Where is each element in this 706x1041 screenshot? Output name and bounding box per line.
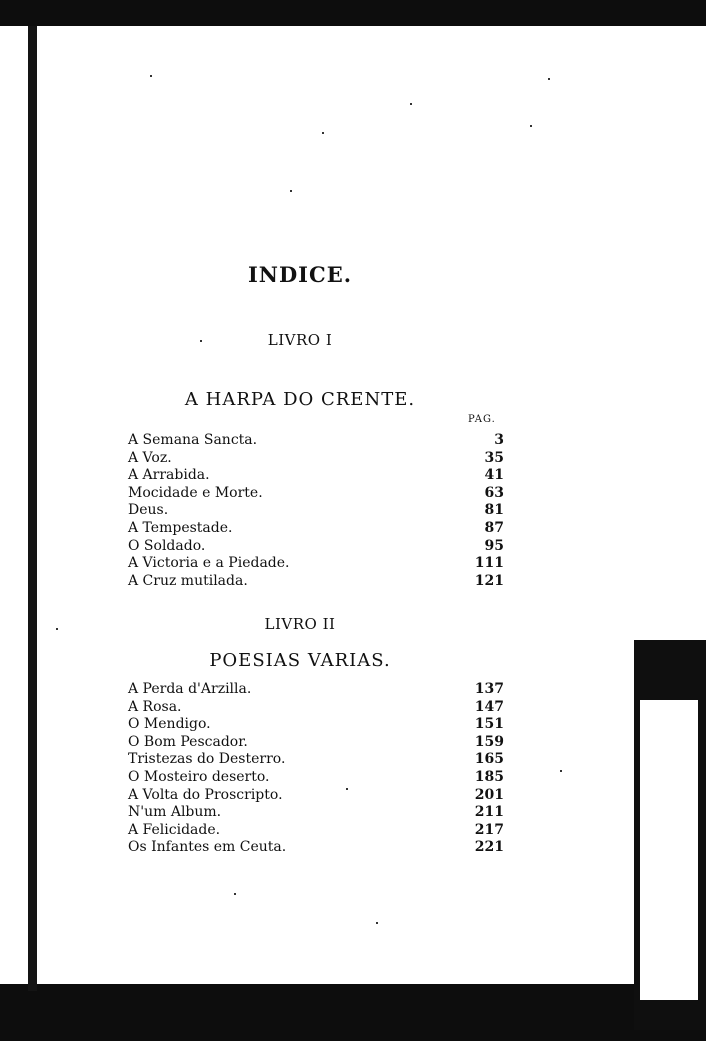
toc-entry-page: 63 — [484, 484, 504, 501]
toc-entry-title: A Semana Sancta. — [128, 432, 258, 448]
toc-row — [128, 450, 504, 468]
dust-speck — [150, 75, 152, 77]
toc-entry-title: O Soldado. — [128, 537, 206, 554]
toc-row — [128, 769, 504, 787]
toc-entry-page: 111 — [474, 555, 504, 572]
toc-entry-page: 221 — [474, 839, 504, 856]
toc-entry-title: A Arrabida. — [128, 467, 210, 484]
toc-entry-page: 87 — [484, 519, 504, 536]
toc-row — [128, 699, 504, 717]
toc-entry-page: 217 — [474, 821, 504, 838]
toc-row — [128, 467, 504, 485]
toc-entry-page: 137 — [474, 681, 504, 697]
book-2-toc — [128, 681, 504, 857]
toc-row — [128, 520, 504, 538]
toc-entry-title: O Bom Pescador. — [128, 733, 248, 750]
toc-entry-page: 35 — [484, 449, 504, 466]
toc-row — [128, 716, 504, 734]
toc-entry-title: A Victoria e a Piedade. — [128, 555, 290, 572]
toc-row — [128, 751, 504, 769]
page-column-header: PAG. — [468, 414, 496, 425]
toc-entry-title: A Felicidade. — [128, 821, 221, 838]
toc-entry-page: 121 — [474, 572, 504, 589]
toc-entry-page: 211 — [474, 804, 504, 821]
toc-entry-title: A Voz. — [128, 449, 172, 466]
toc-entry-page: 185 — [474, 768, 504, 785]
dust-speck — [530, 125, 532, 127]
toc-entry-page: 165 — [474, 751, 504, 768]
dust-speck — [410, 103, 412, 105]
book-1-section-title: A HARPA DO CRENTE. — [184, 389, 416, 410]
toc-entry-title: Mocidade e Morte. — [128, 484, 263, 501]
toc-entry-title: A Volta do Proscripto. — [128, 786, 283, 803]
toc-entry-page: 3 — [494, 432, 504, 448]
toc-entry-title: O Mosteiro deserto. — [128, 768, 270, 785]
toc-row — [128, 573, 504, 591]
dust-speck — [376, 922, 378, 924]
toc-entry-title: N'um Album. — [128, 804, 222, 821]
toc-row — [128, 839, 504, 857]
book-1-toc — [128, 432, 504, 590]
toc-entry-page: 95 — [484, 537, 504, 554]
book-1-label: LIVRO I — [267, 331, 333, 349]
scan-edge-right-paper — [640, 700, 698, 1000]
toc-row — [128, 502, 504, 520]
book-2-label: LIVRO II — [264, 615, 336, 633]
toc-entry-title: O Mendigo. — [128, 716, 211, 733]
toc-entry-title: A Rosa. — [128, 698, 182, 715]
dust-speck — [548, 78, 550, 80]
toc-entry-page: 201 — [474, 786, 504, 803]
scan-edge-bottom — [0, 984, 706, 1041]
toc-entry-page: 81 — [484, 502, 504, 519]
scan-edge-left — [28, 26, 37, 991]
toc-entry-page: 41 — [484, 467, 504, 484]
toc-row — [128, 432, 504, 450]
dust-speck — [290, 190, 292, 192]
toc-entry-title: Os Infantes em Ceuta. — [128, 839, 287, 856]
toc-row — [128, 555, 504, 573]
toc-row — [128, 822, 504, 840]
dust-speck — [234, 893, 236, 895]
toc-row — [128, 485, 504, 503]
book-2-section-title: POESIAS VARIAS. — [209, 650, 391, 671]
toc-entry-title: A Perda d'Arzilla. — [128, 681, 252, 697]
toc-entry-page: 159 — [474, 733, 504, 750]
toc-entry-title: Deus. — [128, 502, 169, 519]
index-title: INDICE. — [247, 262, 353, 287]
toc-row — [128, 681, 504, 699]
toc-row — [128, 734, 504, 752]
toc-entry-title: A Tempestade. — [128, 519, 233, 536]
toc-row — [128, 804, 504, 822]
scan-edge-top — [0, 0, 706, 26]
toc-row — [128, 787, 504, 805]
toc-row — [128, 538, 504, 556]
toc-entry-title: Tristezas do Desterro. — [128, 751, 286, 768]
toc-entry-page: 147 — [474, 698, 504, 715]
dust-speck — [560, 770, 562, 772]
toc-entry-title: A Cruz mutilada. — [128, 572, 248, 589]
dust-speck — [322, 132, 324, 134]
toc-entry-page: 151 — [474, 716, 504, 733]
